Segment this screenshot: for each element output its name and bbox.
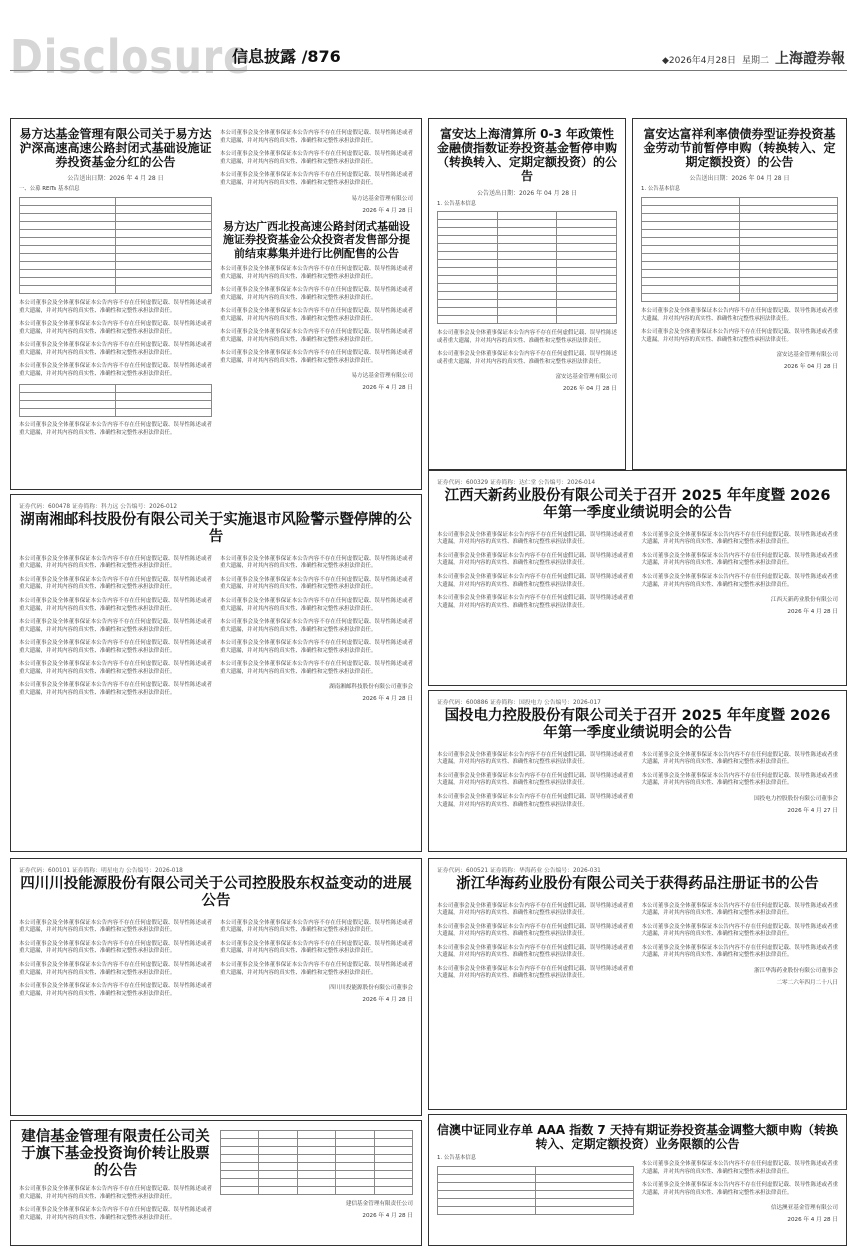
notice-body: 本公司董事会及全体董事保证本公告内容不存在任何虚假记载、误导性陈述或者重大遗漏，并对其内容的真实性、准确性和完整性承担法律责任。 — [220, 597, 413, 612]
signature-date: 二零二六年四月二十八日 — [776, 979, 838, 986]
notice-body: 本公司董事会及全体董事保证本公告内容不存在任何虚假记载、误导性陈述或者重大遗漏，并对其内容的真实性、准确性和完整性承担法律责任。 — [220, 555, 413, 570]
notice-body: 本公司董事会及全体董事保证本公告内容不存在任何虚假记载、误导性陈述或者重大遗漏，并对其内容的真实性、准确性和完整性承担法律责任。 — [19, 982, 212, 997]
notice-body: 本公司董事会及全体董事保证本公告内容不存在任何虚假记载、误导性陈述或者重大遗漏，并对其内容的真实性、准确性和完整性承担法律责任。 — [437, 751, 634, 766]
transfer-table — [220, 1130, 413, 1195]
signature: 湖南湘邮科技股份有限公司董事会 — [329, 683, 413, 690]
notice-sdic — [428, 690, 847, 852]
signature: 浙江华海药业股份有限公司董事会 — [754, 967, 838, 974]
notice-title: 易方达广西北投高速公路封闭式基础设施证券投资基金公众投资者发售部分提前结束募集并进行比例配售的公告 — [223, 219, 410, 261]
signature-date: 2026 年 4 月 28 日 — [362, 996, 413, 1003]
notice-body: 本公司董事会及全体董事保证本公告内容不存在任何虚假记载、误导性陈述或者重大遗漏，并对其内容的真实性、准确性和完整性承担法律责任。 — [19, 940, 212, 955]
notice-title: 富安达富祥利率债债券型证券投资基金劳动节前暂停申购（转换转入、定期定额投资）的公告 — [643, 127, 836, 170]
notice-body: 本公司董事会及全体董事保证本公告内容不存在任何虚假记载、误导性陈述或者重大遗漏，并对其内容的真实性、准确性和完整性承担法律责任。 — [19, 597, 212, 612]
notice-body: 本公司董事会及全体董事保证本公告内容不存在任何虚假记载、误导性陈述或者重大遗漏，并对其内容的真实性、准确性和完整性承担法律责任。 — [220, 130, 413, 145]
signature-date: 2026 年 04 月 28 日 — [783, 363, 838, 370]
code-line: 证券代码：600521 证券简称：华海药业 公告编号：2026-031 — [437, 868, 601, 874]
notice-body: 本公司董事会及全体董事保证本公告内容不存在任何虚假记载、误导性陈述或者重大遗漏，并对其内容的真实性、准确性和完整性承担法律责任。 — [220, 639, 413, 654]
brand-wordmark: Disclosure — [10, 30, 251, 84]
notice-body: 本公司董事会及全体董事保证本公告内容不存在任何虚假记载、误导性陈述或者重大遗漏，并对其内容的真实性、准确性和完整性承担法律责任。 — [437, 923, 634, 938]
signature-date: 2026 年 4 月 28 日 — [787, 608, 838, 615]
notice-title: 浙江华海药业股份有限公司关于获得药品注册证书的公告 — [456, 876, 819, 892]
notice-body: 本公司董事会及全体董事保证本公告内容不存在任何虚假记载、误导性陈述或者重大遗漏，并对其内容的真实性、准确性和完整性承担法律责任。 — [19, 1185, 212, 1200]
notice-body: 本公司董事会及全体董事保证本公告内容不存在任何虚假记载、误导性陈述或者重大遗漏，并对其内容的真实性、准确性和完整性承担法律责任。 — [641, 923, 838, 938]
signature: 富安达基金管理有限公司 — [776, 351, 838, 358]
notice-body: 本公司董事会及全体董事保证本公告内容不存在任何虚假记载、误导性陈述或者重大遗漏，并对其内容的真实性、准确性和完整性承担法律责任。 — [437, 329, 617, 344]
notice-sichuan — [10, 858, 422, 1116]
signature: 信达澳亚基金管理有限公司 — [770, 1204, 838, 1211]
signature-date: 2026 年 4 月 28 日 — [787, 1216, 838, 1223]
notice-title: 四川川投能源股份有限公司关于公司控股股东权益变动的进展公告 — [20, 876, 412, 910]
notice-fuanda-fuxiang — [632, 118, 847, 470]
notice-title: 湖南湘邮科技股份有限公司关于实施退市风险警示暨停牌的公告 — [20, 512, 412, 546]
basic-info-table — [437, 1166, 634, 1215]
signature-date: 2026 年 4 月 28 日 — [362, 207, 413, 214]
notice-body: 本公司董事会及全体董事保证本公告内容不存在任何虚假记载、误导性陈述或者重大遗漏，并对其内容的真实性、准确性和完整性承担法律责任。 — [220, 919, 413, 934]
signature-date: 2026 年 4 月 27 日 — [787, 807, 838, 814]
notice-body: 本公司董事会及全体董事保证本公告内容不存在任何虚假记载、误导性陈述或者重大遗漏，并对其内容的真实性、准确性和完整性承担法律责任。 — [437, 350, 617, 365]
notice-body: 本公司董事会及全体董事保证本公告内容不存在任何虚假记载、误导性陈述或者重大遗漏，并对其内容的真实性、准确性和完整性承担法律责任。 — [19, 639, 212, 654]
signature: 国投电力控股股份有限公司董事会 — [754, 795, 838, 802]
basic-info-table — [641, 197, 838, 302]
section-title: 信息披露 /876 — [232, 47, 341, 66]
code-line: 证券代码：600101 证券简称：明星电力 公告编号：2026-018 — [19, 868, 183, 874]
notice-body: 本公司董事会及全体董事保证本公告内容不存在任何虚假记载、误导性陈述或者重大遗漏，并对其内容的真实性、准确性和完整性承担法律责任。 — [437, 772, 634, 787]
notice-body: 本公司董事会及全体董事保证本公告内容不存在任何虚假记载、误导性陈述或者重大遗漏，并对其内容的真实性、准确性和完整性承担法律责任。 — [19, 919, 212, 934]
notice-title: 国投电力控股股份有限公司关于召开 2025 年年度暨 2026 年第一季度业绩说明会的公告 — [444, 708, 831, 742]
notice-title: 易方达基金管理有限公司关于易方达沪深高速高速公路封闭式基础设施证券投资基金分红的公告 — [19, 127, 212, 170]
signature: 易方达基金管理有限公司 — [351, 195, 413, 202]
notice-body: 本公司董事会及全体董事保证本公告内容不存在任何虚假记载、误导性陈述或者重大遗漏，并对其内容的真实性、准确性和完整性承担法律责任。 — [641, 944, 838, 959]
weekday: 星期二 — [741, 56, 769, 66]
notice-body: 本公司董事会及全体董事保证本公告内容不存在任何虚假记载、误导性陈述或者重大遗漏，并对其内容的真实性、准确性和完整性承担法律责任。 — [220, 287, 413, 302]
notice-body: 本公司董事会及全体董事保证本公告内容不存在任何虚假记载、误导性陈述或者重大遗漏，并对其内容的真实性、准确性和完整性承担法律责任。 — [220, 940, 413, 955]
signature-date: 2026 年 4 月 28 日 — [362, 1213, 413, 1219]
notice-body: 本公司董事会及全体董事保证本公告内容不存在任何虚假记载、误导性陈述或者重大遗漏，并对其内容的真实性、准确性和完整性承担法律责任。 — [19, 618, 212, 633]
code-line: 证券代码：600478 证券简称：科力远 公告编号：2026-012 — [19, 504, 178, 510]
notice-body: 本公司董事会及全体董事保证本公告内容不存在任何虚假记载、误导性陈述或者重大遗漏，并对其内容的真实性、准确性和完整性承担法律责任。 — [220, 151, 413, 166]
signature-date: 2026 年 04 月 28 日 — [562, 385, 617, 392]
notice-body: 本公司董事会及全体董事保证本公告内容不存在任何虚假记载、误导性陈述或者重大遗漏，并对其内容的真实性、准确性和完整性承担法律责任。 — [437, 944, 634, 959]
signature: 四川川投能源股份有限公司董事会 — [329, 984, 413, 991]
notice-body: 本公司董事会及全体董事保证本公告内容不存在任何虚假记载、误导性陈述或者重大遗漏，并对其内容的真实性、准确性和完整性承担法律责任。 — [220, 961, 413, 976]
notice-body: 本公司董事会及全体董事保证本公告内容不存在任何虚假记载、误导性陈述或者重大遗漏，并对其内容的真实性、准确性和完整性承担法律责任。 — [641, 552, 838, 567]
code-line: 证券代码：600886 证券简称：国投电力 公告编号：2026-017 — [437, 700, 601, 706]
notice-date: 公告送出日期：2026 年 04 月 28 日 — [689, 175, 790, 183]
notice-body: 本公司董事会及全体董事保证本公告内容不存在任何虚假记载、误导性陈述或者重大遗漏，并对其内容的真实性、准确性和完整性承担法律责任。 — [641, 902, 838, 917]
notice-body: 本公司董事会及全体董事保证本公告内容不存在任何虚假记载、误导性陈述或者重大遗漏，并对其内容的真实性、准确性和完整性承担法律责任。 — [19, 555, 212, 570]
notice-title: 江西天新药业股份有限公司关于召开 2025 年年度暨 2026 年第一季度业绩说明会的公告 — [444, 488, 831, 522]
notice-title: 富安达上海清算所 0-3 年政策性金融债指数证券投资基金暂停申购（转换转入、定期定额投资）的公告 — [437, 127, 618, 184]
basic-info-table — [19, 197, 212, 294]
notice-body: 本公司董事会及全体董事保证本公告内容不存在任何虚假记载、误导性陈述或者重大遗漏，并对其内容的真实性、准确性和完整性承担法律责任。 — [19, 320, 212, 335]
notice-date: 公告送出日期：2026 年 4 月 28 日 — [67, 175, 164, 183]
notice-body: 本公司董事会及全体董事保证本公告内容不存在任何虚假记载、误导性陈述或者重大遗漏，并对其内容的真实性、准确性和完整性承担法律责任。 — [437, 573, 634, 588]
notice-body: 本公司董事会及全体董事保证本公告内容不存在任何虚假记载、误导性陈述或者重大遗漏，并对其内容的真实性、准确性和完整性承担法律责任。 — [19, 961, 212, 976]
basic-info-table — [437, 211, 617, 324]
notice-body: 本公司董事会及全体董事保证本公告内容不存在任何虚假记载、误导性陈述或者重大遗漏，并对其内容的真实性、准确性和完整性承担法律责任。 — [220, 329, 413, 344]
notice-body: 本公司董事会及全体董事保证本公告内容不存在任何虚假记载、误导性陈述或者重大遗漏，并对其内容的真实性、准确性和完整性承担法律责任。 — [437, 594, 634, 609]
notice-body: 本公司董事会及全体董事保证本公告内容不存在任何虚假记载、误导性陈述或者重大遗漏，并对其内容的真实性、准确性和完整性承担法律责任。 — [19, 422, 212, 437]
notice-body: 本公司董事会及全体董事保证本公告内容不存在任何虚假记载、误导性陈述或者重大遗漏，并对其内容的真实性、准确性和完整性承担法律责任。 — [220, 266, 413, 280]
notice-body: 本公司董事会及全体董事保证本公告内容不存在任何虚假记载、误导性陈述或者重大遗漏，并对其内容的真实性、准确性和完整性承担法律责任。 — [19, 576, 212, 591]
section-heading: 1. 公告基本信息 — [437, 200, 477, 207]
notice-xinda — [10, 1120, 422, 1246]
notice-body: 本公司董事会及全体董事保证本公告内容不存在任何虚假记载、误导性陈述或者重大遗漏，并对其内容的真实性、准确性和完整性承担法律责任。 — [19, 681, 212, 696]
notice-body: 本公司董事会及全体董事保证本公告内容不存在任何虚假记载、误导性陈述或者重大遗漏，并对其内容的真实性、准确性和完整性承担法律责任。 — [437, 965, 634, 980]
notice-body: 本公司董事会及全体董事保证本公告内容不存在任何虚假记载、误导性陈述或者重大遗漏，并对其内容的真实性、准确性和完整性承担法律责任。 — [641, 751, 838, 766]
code-line: 证券代码：600329 证券简称：达仁堂 公告编号：2026-014 — [437, 480, 596, 486]
notice-title: 信澳中证同业存单 AAA 指数 7 天持有期证券投资基金调整大额申购（转换转入、定期定额投资）业务限额的公告 — [437, 1123, 838, 1152]
newspaper-logo: 上海證券報 — [775, 51, 845, 67]
notice-fuanda-suspend — [428, 118, 626, 470]
section-heading: 1. 公告基本信息 — [437, 1155, 477, 1162]
notice-body: 本公司董事会及全体董事保证本公告内容不存在任何虚假记载、误导性陈述或者重大遗漏，并对其内容的真实性、准确性和完整性承担法律责任。 — [641, 1160, 838, 1175]
signature-date: 2026 年 4 月 28 日 — [362, 695, 413, 702]
notice-body: 本公司董事会及全体董事保证本公告内容不存在任何虚假记载、误导性陈述或者重大遗漏，并对其内容的真实性、准确性和完整性承担法律责任。 — [220, 660, 413, 675]
notice-body: 本公司董事会及全体董事保证本公告内容不存在任何虚假记载、误导性陈述或者重大遗漏，并对其内容的真实性、准确性和完整性承担法律责任。 — [641, 328, 838, 343]
masthead — [0, 0, 857, 112]
header-rule — [10, 70, 847, 71]
notice-body: 本公司董事会及全体董事保证本公告内容不存在任何虚假记载、误导性陈述或者重大遗漏，并对其内容的真实性、准确性和完整性承担法律责任。 — [19, 362, 212, 377]
notice-body: 本公司董事会及全体董事保证本公告内容不存在任何虚假记载、误导性陈述或者重大遗漏，并对其内容的真实性、准确性和完整性承担法律责任。 — [220, 350, 413, 365]
notice-body: 本公司董事会及全体董事保证本公告内容不存在任何虚假记载、误导性陈述或者重大遗漏，并对其内容的真实性、准确性和完整性承担法律责任。 — [220, 172, 413, 187]
notice-body: 本公司董事会及全体董事保证本公告内容不存在任何虚假记载、误导性陈述或者重大遗漏，并对其内容的真实性、准确性和完整性承担法律责任。 — [19, 660, 212, 675]
notice-body: 本公司董事会及全体董事保证本公告内容不存在任何虚假记载、误导性陈述或者重大遗漏，并对其内容的真实性、准确性和完整性承担法律责任。 — [220, 576, 413, 591]
notice-body: 本公司董事会及全体董事保证本公告内容不存在任何虚假记载、误导性陈述或者重大遗漏，并对其内容的真实性、准确性和完整性承担法律责任。 — [641, 772, 838, 787]
signature-date: 2026 年 4 月 28 日 — [362, 385, 413, 392]
signature: 富安达基金管理有限公司 — [555, 373, 617, 380]
issue-date: ◆2026年4月28日 — [661, 56, 736, 66]
notice-body: 本公司董事会及全体董事保证本公告内容不存在任何虚假记载、误导性陈述或者重大遗漏，并对其内容的真实性、准确性和完整性承担法律责任。 — [220, 308, 413, 323]
notice-body: 本公司董事会及全体董事保证本公告内容不存在任何虚假记载、误导性陈述或者重大遗漏，并对其内容的真实性、准确性和完整性承担法律责任。 — [641, 307, 838, 322]
notice-tianxin — [428, 470, 847, 686]
signature: 建信基金管理有限责任公司 — [345, 1201, 413, 1207]
section-heading: 1. 公告基本信息 — [641, 186, 681, 193]
notice-body: 本公司董事会及全体董事保证本公告内容不存在任何虚假记载、误导性陈述或者重大遗漏，并对其内容的真实性、准确性和完整性承担法律责任。 — [19, 1206, 212, 1221]
notice-huahai — [428, 858, 847, 1110]
notice-body: 本公司董事会及全体董事保证本公告内容不存在任何虚假记载、误导性陈述或者重大遗漏，并对其内容的真实性、准确性和完整性承担法律责任。 — [641, 1181, 838, 1196]
section-heading: 一、公募 REITs 基本信息 — [19, 186, 80, 193]
notice-body: 本公司董事会及全体董事保证本公告内容不存在任何虚假记载、误导性陈述或者重大遗漏，并对其内容的真实性、准确性和完整性承担法律责任。 — [437, 552, 634, 567]
notice-body: 本公司董事会及全体董事保证本公告内容不存在任何虚假记载、误导性陈述或者重大遗漏，并对其内容的真实性、准确性和完整性承担法律责任。 — [220, 618, 413, 633]
notice-body: 本公司董事会及全体董事保证本公告内容不存在任何虚假记载、误导性陈述或者重大遗漏，并对其内容的真实性、准确性和完整性承担法律责任。 — [437, 902, 634, 917]
notice-title: 建信基金管理有限责任公司关于旗下基金投资询价转让股票的公告 — [21, 1129, 210, 1180]
signature: 易方达基金管理有限公司 — [351, 373, 413, 380]
notice-efund-dividend — [10, 118, 422, 490]
notice-body: 本公司董事会及全体董事保证本公告内容不存在任何虚假记载、误导性陈述或者重大遗漏，并对其内容的真实性、准确性和完整性承担法律责任。 — [19, 299, 212, 314]
notice-xiangyou — [10, 494, 422, 852]
notice-xinao — [428, 1114, 847, 1246]
notice-body: 本公司董事会及全体董事保证本公告内容不存在任何虚假记载、误导性陈述或者重大遗漏，并对其内容的真实性、准确性和完整性承担法律责任。 — [437, 793, 634, 808]
notice-body: 本公司董事会及全体董事保证本公告内容不存在任何虚假记载、误导性陈述或者重大遗漏，并对其内容的真实性、准确性和完整性承担法律责任。 — [641, 573, 838, 588]
header-info — [662, 48, 845, 68]
notice-body: 本公司董事会及全体董事保证本公告内容不存在任何虚假记载、误导性陈述或者重大遗漏，并对其内容的真实性、准确性和完整性承担法律责任。 — [437, 531, 634, 546]
notice-date: 公告送出日期：2026 年 04 月 28 日 — [476, 189, 578, 197]
notice-body: 本公司董事会及全体董事保证本公告内容不存在任何虚假记载、误导性陈述或者重大遗漏，并对其内容的真实性、准确性和完整性承担法律责任。 — [641, 531, 838, 546]
notice-body: 本公司董事会及全体董事保证本公告内容不存在任何虚假记载、误导性陈述或者重大遗漏，并对其内容的真实性、准确性和完整性承担法律责任。 — [19, 341, 212, 356]
signature: 江西天新药业股份有限公司 — [770, 596, 838, 603]
dividend-table — [19, 384, 212, 417]
